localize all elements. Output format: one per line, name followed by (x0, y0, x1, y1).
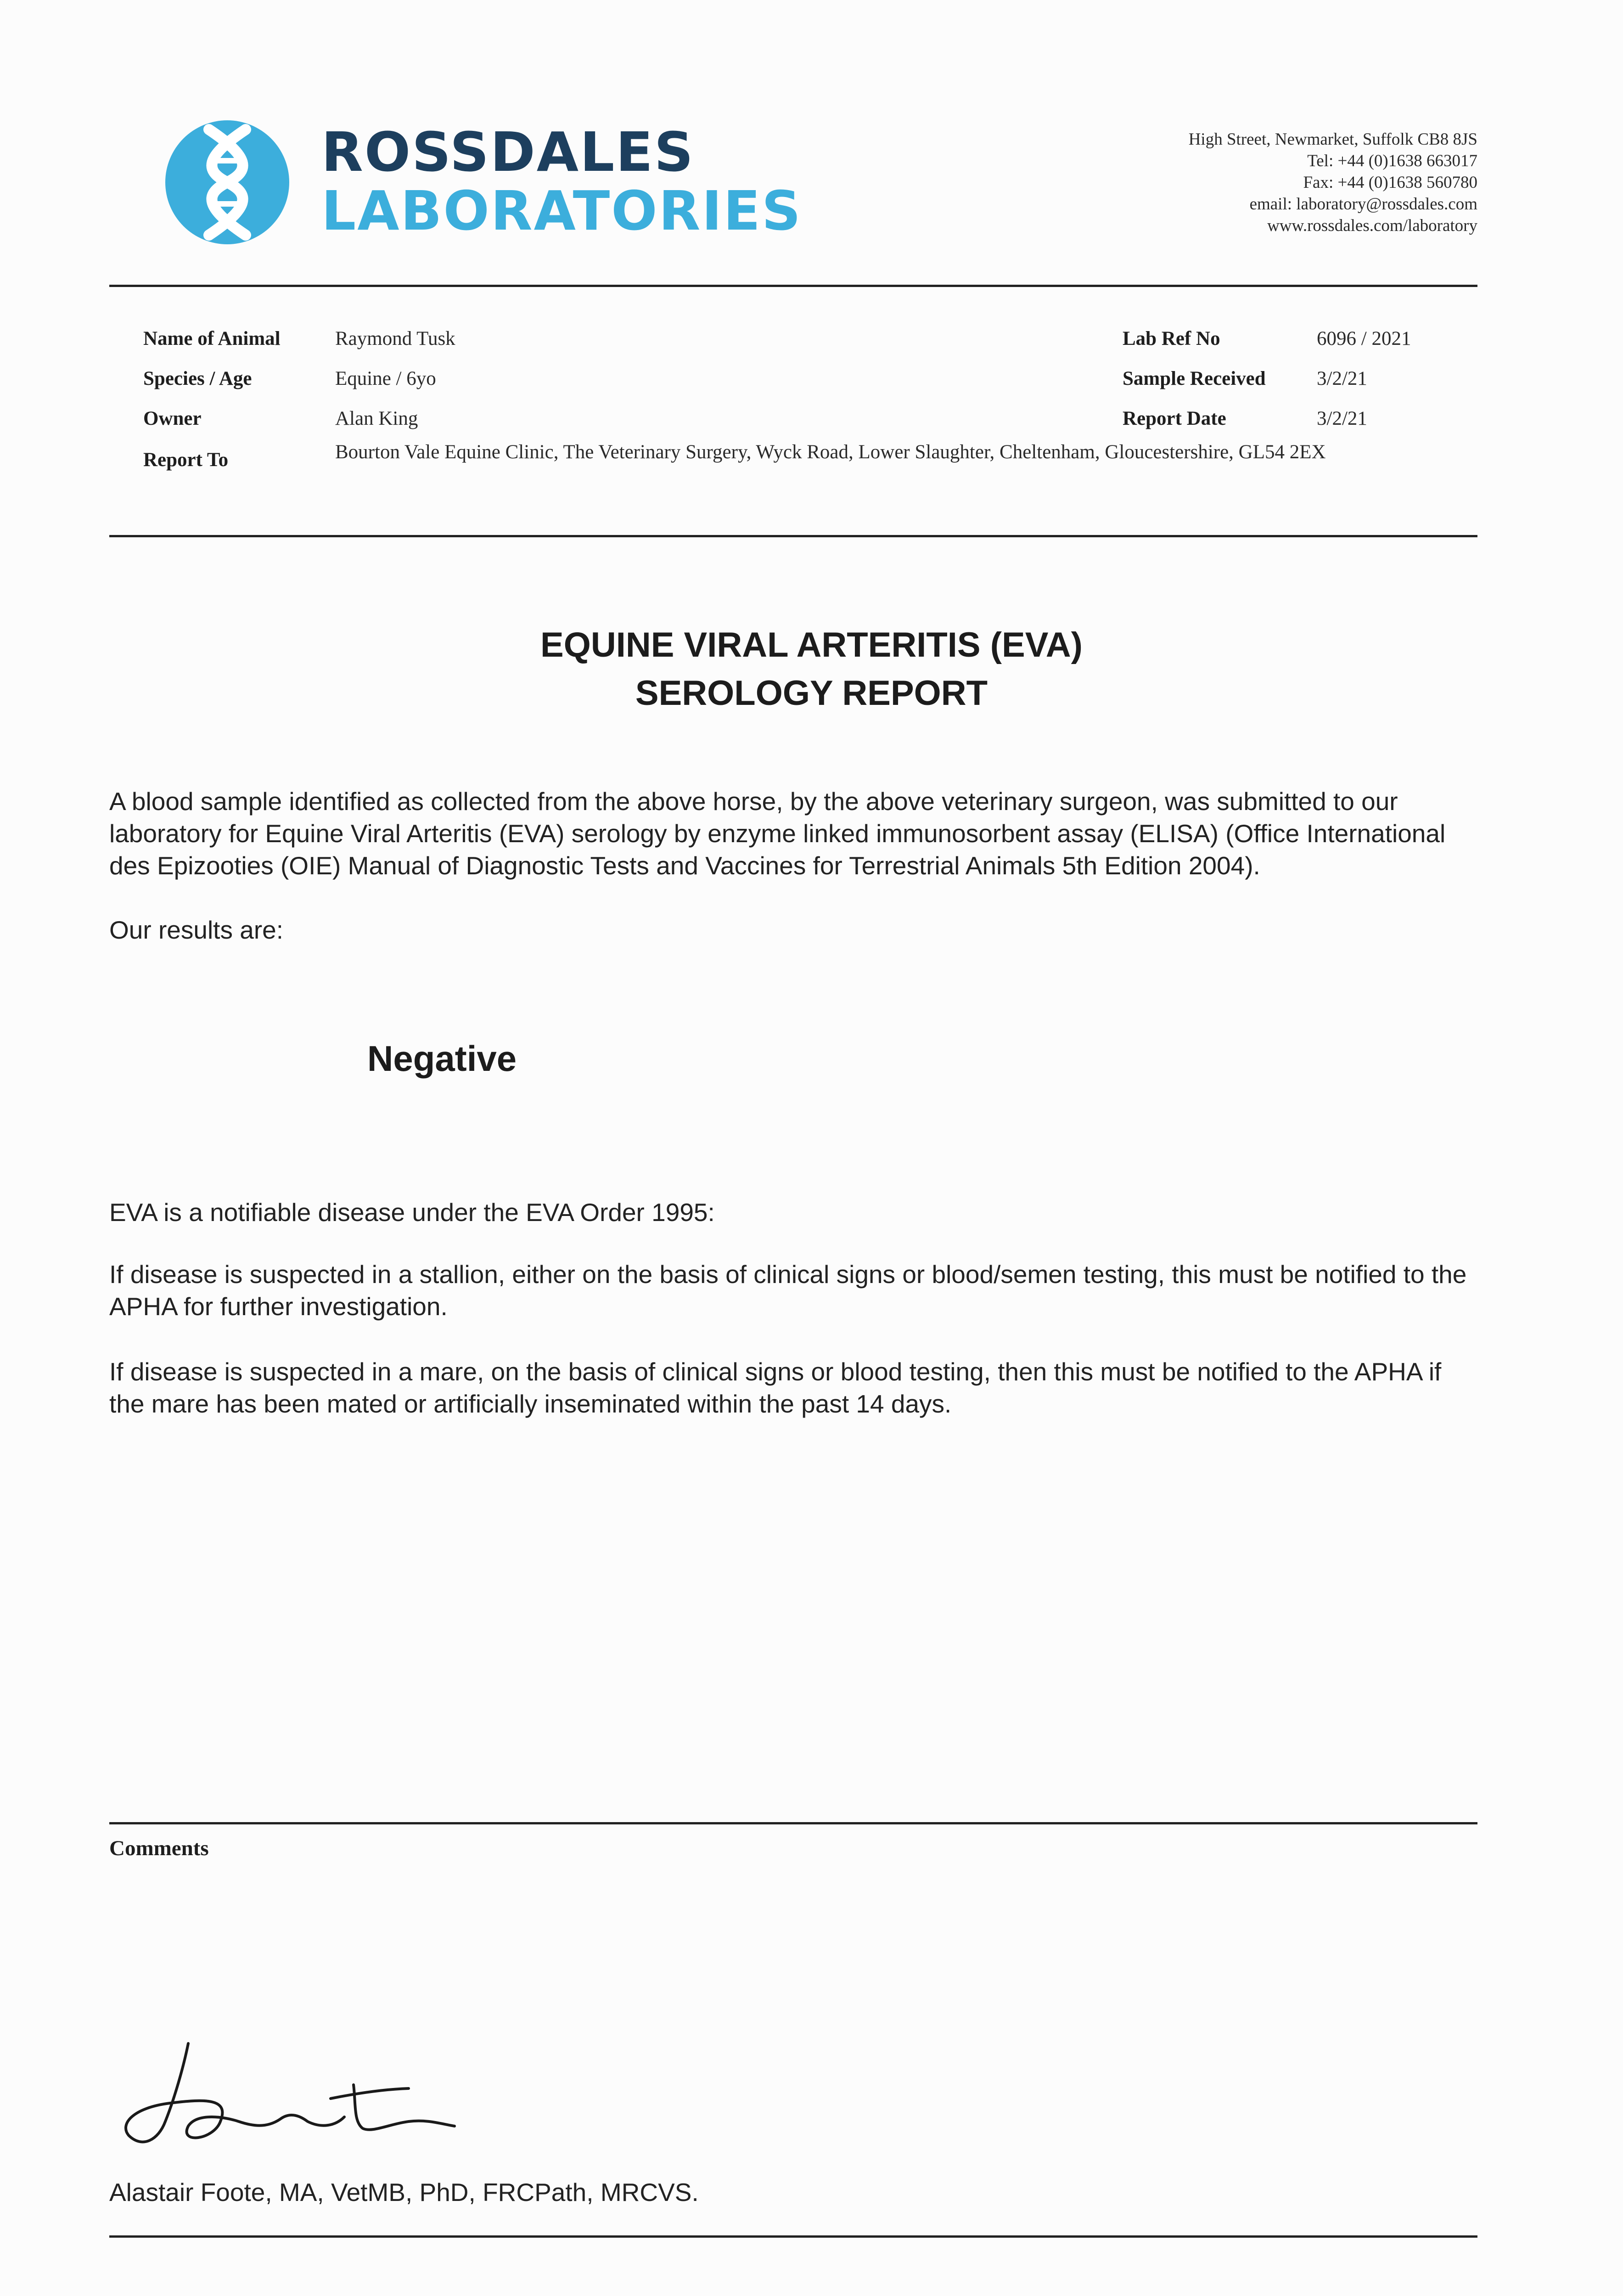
report-date-value: 3/2/21 (1317, 408, 1367, 429)
signatory-name: Alastair Foote, MA, VetMB, PhD, FRCPath, MRCVS. (109, 2178, 699, 2206)
report-to-value: Bourton Vale Equine Clinic, The Veterinary Surgery, Wyck Road, Lower Slaughter, Cheltenham, Gloucestershire, GL54 2EX (335, 441, 1326, 463)
lab-ref-value: 6096 / 2021 (1317, 328, 1411, 349)
intro-paragraph: A blood sample identified as collected from the above horse, by the above veterinary surgeon, was submitted to our laboratory for Equine Viral Arteritis (EVA) serology by enzyme linked immunosorbent assay (ELISA) (Office International des Epizooties (OIE) Manual of Diagnostic Tests and Vaccines for Terrestrial Animals 5th Edition 2004). (109, 787, 1446, 880)
footer-divider (109, 2235, 1477, 2238)
species-age-label: Species / Age (143, 368, 252, 389)
brand-line-1: ROSSDALES (321, 120, 695, 184)
contact-web: www.rossdales.com/laboratory (1267, 216, 1477, 235)
report-title-line-1: EQUINE VIRAL ARTERITIS (EVA) (540, 625, 1083, 664)
species-age-value: Equine / 6yo (335, 368, 436, 389)
brand-wordmark (321, 120, 802, 242)
dna-helix-logo-icon (165, 120, 289, 244)
contact-fax: Fax: +44 (0)1638 560780 (1303, 173, 1477, 192)
contact-email: email: laboratory@rossdales.com (1249, 195, 1477, 214)
stallion-paragraph: If disease is suspected in a stallion, either on the basis of clinical signs or blood/semen testing, this must be notified to the APHA for further investigation. (109, 1260, 1467, 1321)
comments-label: Comments (109, 1836, 209, 1860)
brand-line-2: LABORATORIES (321, 179, 802, 242)
lab-ref-label: Lab Ref No (1123, 328, 1220, 349)
handwritten-signature (115, 2030, 482, 2167)
result-value: Negative (367, 1038, 517, 1079)
contact-block (1189, 129, 1477, 236)
owner-value: Alan King (335, 408, 418, 429)
notifiable-paragraph: EVA is a notifiable disease under the EVA Order 1995: (109, 1198, 715, 1227)
report-date-label: Report Date (1123, 408, 1226, 429)
report-to-label: Report To (143, 449, 229, 471)
comments-divider (109, 1822, 1477, 1824)
report-title-line-2: SEROLOGY REPORT (635, 674, 988, 713)
name-of-animal-value: Raymond Tusk (335, 328, 455, 349)
name-of-animal-label: Name of Animal (143, 328, 281, 349)
contact-address: High Street, Newmarket, Suffolk CB8 8JS (1188, 130, 1477, 149)
contact-tel: Tel: +44 (0)1638 663017 (1307, 152, 1477, 170)
mare-paragraph: If disease is suspected in a mare, on the basis of clinical signs or blood testing, then this must be notified to the APHA if the mare has been mated or artificially inseminated within the past 14 days. (109, 1357, 1442, 1418)
info-divider (109, 535, 1477, 537)
sample-received-value: 3/2/21 (1317, 368, 1367, 389)
owner-label: Owner (143, 408, 202, 429)
sample-received-label: Sample Received (1123, 368, 1266, 389)
header-divider (109, 285, 1477, 287)
results-intro: Our results are: (109, 916, 284, 944)
